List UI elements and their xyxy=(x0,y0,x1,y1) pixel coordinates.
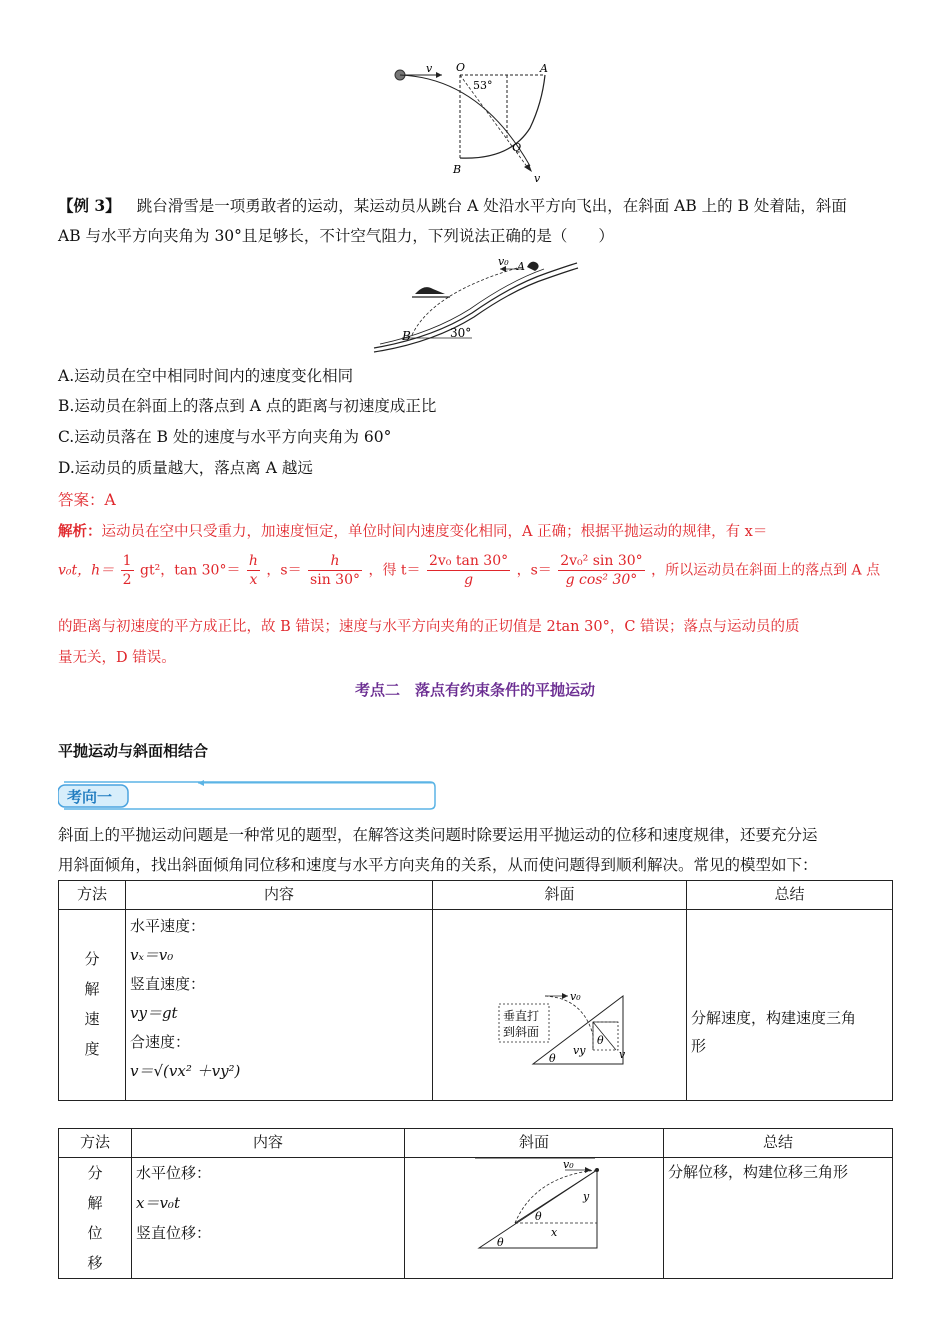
frac-s2: $\frac{\text{2v₀² sin 30°}}{\text{g cos² 30°}}$ xyxy=(560,553,643,588)
formula-x: v₀t，h＝ xyxy=(58,562,115,579)
ski-jump-diagram xyxy=(372,253,582,353)
angle-53-label: 53° xyxy=(473,79,493,92)
answer-value: A xyxy=(104,491,116,509)
frac-tan: $\frac{h}{x}$ xyxy=(248,553,258,588)
t2-header-slope: 斜面 xyxy=(405,1129,664,1158)
ski-angle-label: 30° xyxy=(450,326,472,340)
frac-half: $\frac{1}{2}$ xyxy=(122,553,132,588)
formula-h: gt²，tan 30°＝ xyxy=(140,562,241,579)
t1-header-slope: 斜面 xyxy=(433,881,687,910)
t1-header-summary: 总结 xyxy=(687,881,893,910)
t2-y-label: y xyxy=(583,1190,590,1203)
analysis-line-3: 的距离与初速度的平方成正比，故 B 错误；速度与水平方向夹角的正切值是 2tan 30°，C 错误；落点与运动员的质 xyxy=(58,619,800,635)
option-b: B.运动员在斜面上的落点到 A 点的距离与初速度成正比 xyxy=(58,397,437,415)
example-text-1: 跳台滑雪是一项勇敢者的运动，某运动员从跳台 A 处沿水平方向飞出，在斜面 AB 上的 B 处着陆，斜面 xyxy=(136,197,847,215)
option-c: C.运动员落在 B 处的速度与水平方向夹角为 60° xyxy=(58,428,392,446)
point-q-label: Q xyxy=(512,141,522,154)
t1-c-1: vₓ＝v₀ xyxy=(130,946,174,964)
v-label-top: v xyxy=(426,62,433,75)
formula-tail: ，所以运动员在斜面上的落点到 A 点 xyxy=(651,562,881,579)
subsection-title: 平抛运动与斜面相结合 xyxy=(58,742,209,760)
t1-c-3: vy＝gt xyxy=(130,1004,178,1022)
analysis-line-1 xyxy=(58,522,767,542)
example-line-1 xyxy=(58,196,847,216)
analysis-formula-line xyxy=(58,552,880,589)
t1-header-method: 方法 xyxy=(59,881,126,910)
point-b-label: B xyxy=(453,163,462,176)
t1-vy-label: vy xyxy=(573,1044,586,1057)
t2-method: 分 解 位 移 xyxy=(59,1158,132,1279)
t1-method: 分 解 速 度 xyxy=(59,910,126,1101)
t2-slope-figure xyxy=(405,1158,664,1279)
t1-header-content: 内容 xyxy=(126,881,433,910)
t1-summary: 分解速度，构建速度三角 形 xyxy=(687,910,893,1101)
box-line-2: 到斜面 xyxy=(503,1025,540,1039)
displacement-slope-diagram xyxy=(405,1158,663,1274)
option-d: D.运动员的质量越大，落点离 A 越远 xyxy=(58,459,313,477)
t2-header-summary: 总结 xyxy=(664,1129,893,1158)
t2-v0-label: v₀ xyxy=(563,1158,574,1171)
v-label-bottom: v xyxy=(534,172,541,183)
frac-t: $\frac{\text{2v₀ tan 30°}}{g}$ xyxy=(428,553,509,588)
frac-s1: $\frac{h}{\sin 30^\circ}$ xyxy=(310,553,360,588)
example-tag: 【例 3】 xyxy=(58,196,121,215)
intro-line-2: 用斜面倾角，找出斜面倾角同位移和速度与水平方向夹角的关系，从而使问题得到顺利解决。常见的模型如下： xyxy=(58,856,818,874)
t1-c-5: v＝√(vx² ＋vy²) xyxy=(130,1062,241,1080)
t1-slope-figure xyxy=(433,910,687,1101)
point-o-label: O xyxy=(456,61,466,74)
ski-a-label: A xyxy=(517,260,525,273)
point-a-label: A xyxy=(540,62,548,75)
t2-c-1: x＝v₀t xyxy=(136,1194,180,1212)
analysis-text-1: 运动员在空中只受重力，加速度恒定，单位时间内速度变化相同，A 正确；根据平抛运动的规律，有 x＝ xyxy=(101,524,768,540)
section-title: 考点二 落点有约束条件的平抛运动 xyxy=(354,681,595,699)
t2-summary: 分解位移，构建位移三角形 xyxy=(664,1158,893,1279)
t1-content xyxy=(126,910,433,1101)
ski-v0-label: v₀ xyxy=(498,255,509,268)
box-line-1: 垂直打 xyxy=(503,1009,540,1023)
intro-line-1: 斜面上的平抛运动问题是一种常见的题型，在解答这类问题时除要运用平抛运动的位移和速度规律，还要充分运 xyxy=(58,826,818,844)
t1-theta-inner: θ xyxy=(597,1034,604,1047)
answer-line xyxy=(58,490,116,510)
ski-b-label: B xyxy=(402,329,411,343)
formula-t-eq: ，得 t＝ xyxy=(368,562,421,579)
analysis-label: 解析： xyxy=(58,523,102,540)
t2-x-label: x xyxy=(551,1226,558,1239)
t2-c-0: 水平位移： xyxy=(136,1164,212,1182)
t2-theta-base: θ xyxy=(497,1236,504,1249)
table-displacement xyxy=(58,1128,893,1279)
example-line-2: AB 与水平方向夹角为 30°且足够长，不计空气阻力，下列说法正确的是（ ） xyxy=(58,227,614,245)
option-a: A.运动员在空中相同时间内的速度变化相同 xyxy=(58,367,354,385)
t2-content xyxy=(132,1158,405,1279)
answer-label: 答案： xyxy=(58,491,105,509)
formula-s2-eq: ，s＝ xyxy=(516,562,552,579)
t2-c-2: 竖直位移： xyxy=(136,1224,212,1242)
t2-header-method: 方法 xyxy=(59,1129,132,1158)
t1-v0-label: v₀ xyxy=(570,990,581,1003)
analysis-line-4: 量无关，D 错误。 xyxy=(58,650,176,666)
projectile-diagram-top xyxy=(390,58,570,183)
table-velocity xyxy=(58,880,893,1101)
formula-s-eq: ，s＝ xyxy=(266,562,302,579)
tab-label: 考向一 xyxy=(67,788,113,806)
t1-c-0: 水平速度： xyxy=(130,917,206,935)
t2-header-content: 内容 xyxy=(132,1129,405,1158)
t1-c-4: 合速度： xyxy=(130,1033,191,1051)
t1-c-2: 竖直速度： xyxy=(130,975,206,993)
t1-theta-base: θ xyxy=(549,1052,556,1065)
t1-v-label: v xyxy=(619,1048,626,1061)
tab-banner xyxy=(58,780,436,810)
velocity-slope-diagram xyxy=(433,910,686,1096)
t2-theta-inner: θ xyxy=(535,1210,542,1223)
